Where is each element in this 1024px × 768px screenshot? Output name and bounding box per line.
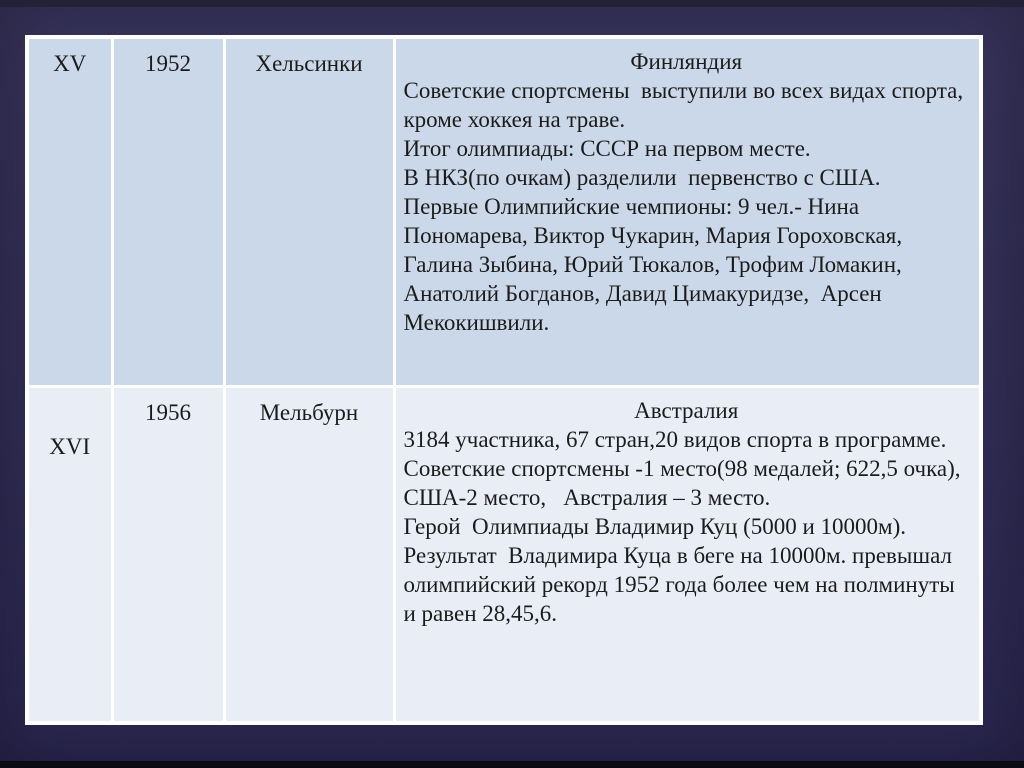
games-year: 1952 [145,51,191,76]
table-row [27,386,981,723]
host-country: Финляндия [630,49,743,74]
cell-games-numeral [27,37,112,386]
cell-games-year [112,37,224,386]
cell-host-city [224,386,394,723]
details-paragraph: Результат Владимира Куца в беге на 10000м. превышал олимпийский рекорд 1952 года более чем на полминуты и равен 28,45,6. [403,542,961,626]
cell-details [394,386,981,723]
bottom-edge-strip [0,761,1024,768]
table-row [27,37,981,386]
cell-details [394,37,981,386]
host-city: Хельсинки [255,51,363,76]
cell-host-city [224,37,394,386]
details-paragraph: Советские спортсмены выступили во всех видах спорта, кроме хоккея на траве. [403,78,969,132]
games-year: 1956 [145,399,191,425]
details-paragraph: В НКЗ(по очкам) разделили первенство с США. [403,165,881,190]
olympics-table [25,35,983,725]
top-edge-strip [0,0,1024,7]
details-text [404,76,970,337]
details-paragraph: Герой Олимпиады Владимир Куц (5000 и 10000м). [403,513,906,539]
games-numeral: XV [53,51,87,76]
details-paragraph: 3184 участника, 67 стран,20 видов спорта в программе. Советские спортсмены -1 место(98 медалей; 622,5 очка), США-2 место, Австралия – 3 место. [403,426,967,510]
cell-games-year [112,386,224,723]
games-numeral: XVI [49,433,91,459]
cell-games-numeral [27,386,112,723]
host-country: Австралия [634,397,739,423]
details-paragraph: Итог олимпиады: СССР на первом месте. [403,136,811,161]
details-text [404,425,970,628]
details-paragraph: Первые Олимпийские чемпионы: 9 чел.- Нина Пономарева, Виктор Чукарин, Мария Гороховская, Галина Зыбина, Юрий Тюкалов, Трофим Ломакин, Анатолий Богданов, Давид Цимакуридзе, Арсен Мекокишвили. [403,194,908,335]
host-city: Мельбурн [259,399,359,425]
